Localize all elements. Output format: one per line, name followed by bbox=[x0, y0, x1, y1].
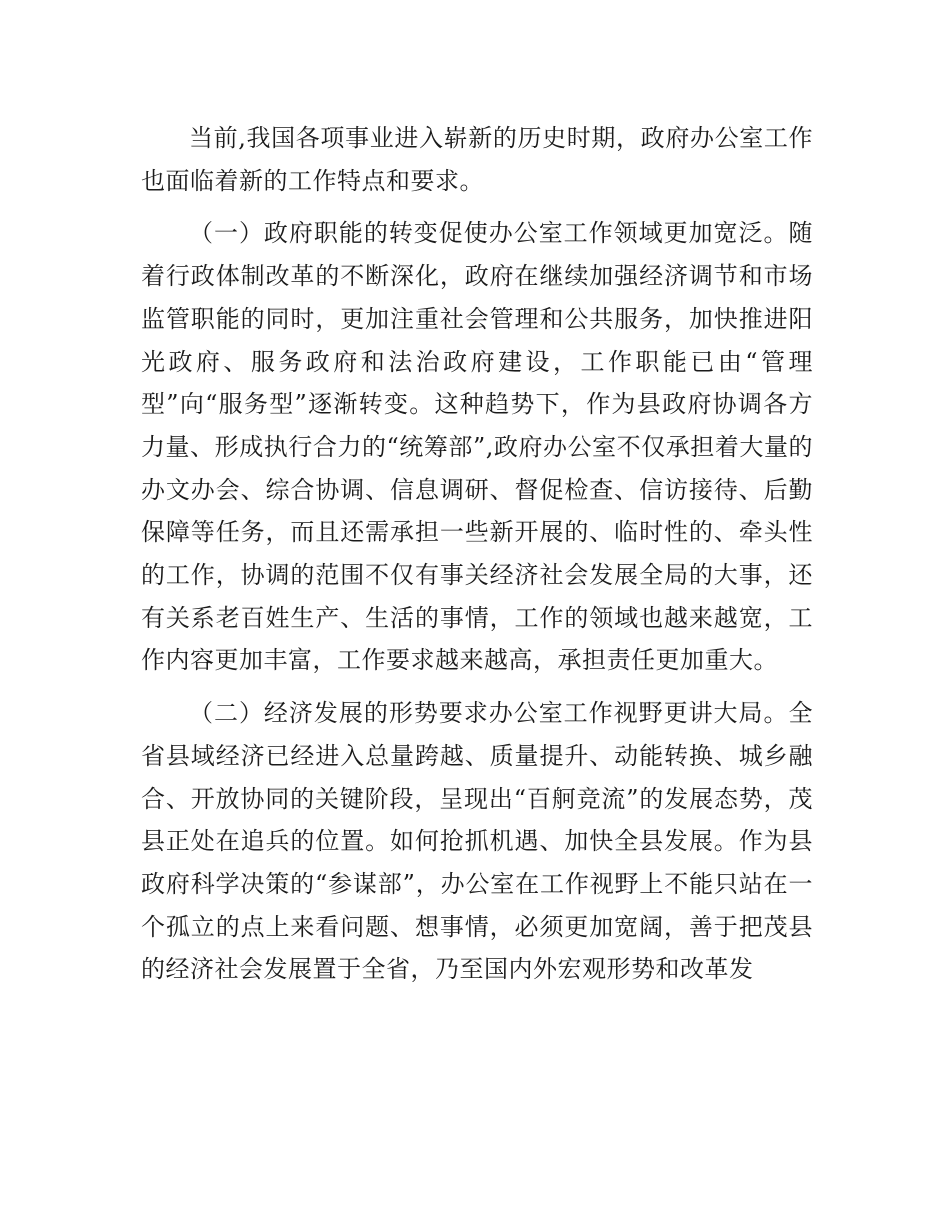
paragraph-section-2: （二）经济发展的形势要求办公室工作视野更讲大局。全省县域经济已经进入总量跨越、质量提升、动能转换、城乡融合、开放协同的关键阶段，呈现出“百舸竞流”的发展态势，茂县正处在追兵的位置。如何抢抓机遇、加快全县发展。作为县政府科学决策的“参谋部”，办公室在工作视野上不能只站在一个孤立的点上来看问题、想事情，必须更加宽阔，善于把茂县的经济社会发展置于全省，乃至国内外宏观形势和改革发 bbox=[141, 699, 813, 984]
paragraph-section-1: （一）政府职能的转变促使办公室工作领域更加宽泛。随着行政体制改革的不断深化，政府在继续加强经济调节和市场监管职能的同时，更加注重社会管理和公共服务，加快推进阳光政府、服务政府和法治政府建设，工作职能已由“管理型”向“服务型”逐渐转变。这种趋势下，作为县政府协调各方力量、形成执行合力的“统筹部”,政府办公室不仅承担着大量的办文办会、综合协调、信息调研、督促检查、信访接待、后勤保障等任务，而且还需承担一些新开展的、临时性的、牵头性的工作，协调的范围不仅有事关经济社会发展全局的大事，还有关系老百姓生产、生活的事情，工作的领域也越来越宽，工作内容更加丰富，工作要求越来越高，承担责任更加重大。 bbox=[141, 219, 813, 675]
paragraph-intro: 当前,我国各项事业进入崭新的历史时期，政府办公室工作也面临着新的工作特点和要求。 bbox=[141, 124, 813, 195]
document-body bbox=[141, 117, 813, 991]
